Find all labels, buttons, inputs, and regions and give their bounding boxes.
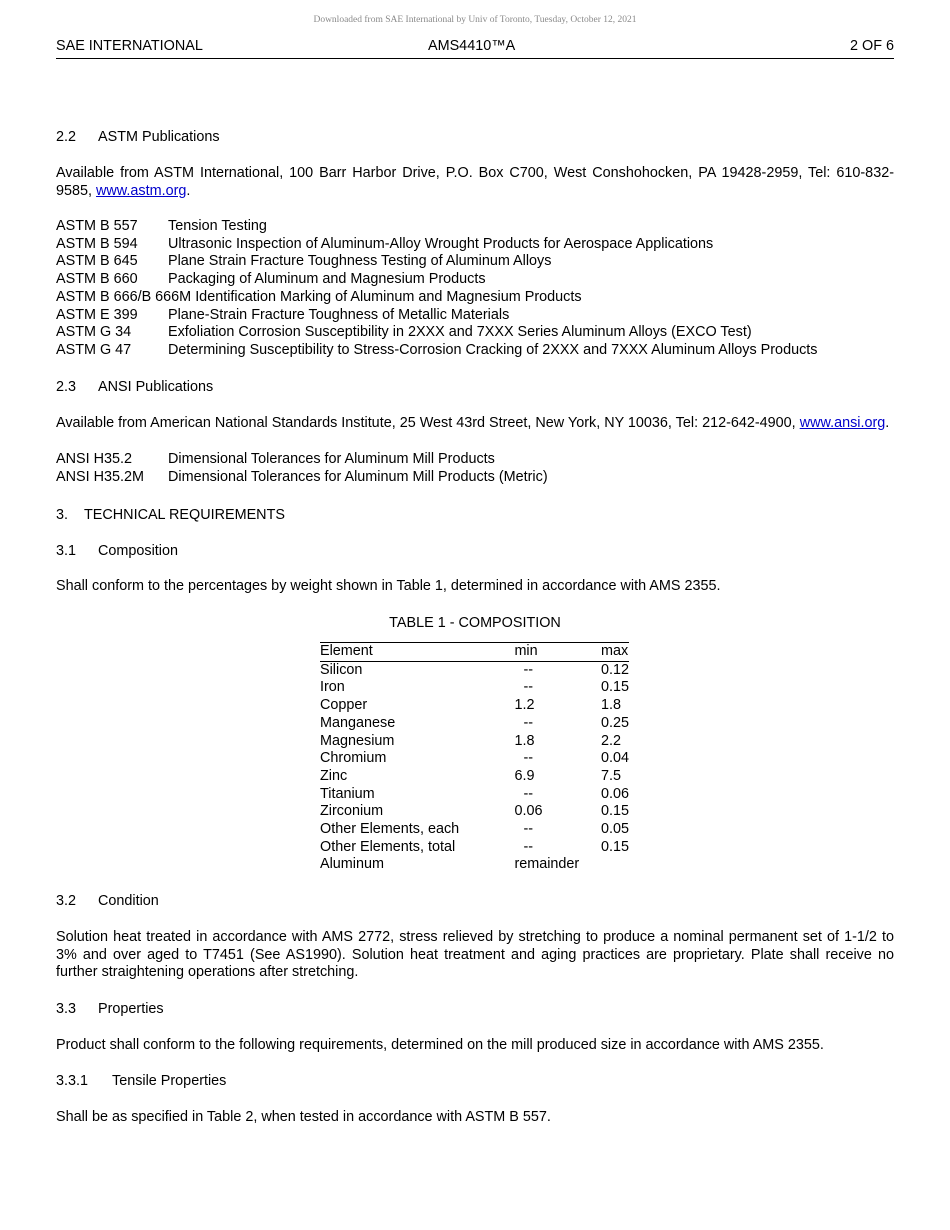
section-heading-3-3 (56, 1000, 894, 1018)
max-cell: 0.15 (600, 803, 629, 820)
min-cell: -- (523, 750, 534, 767)
ansi-reference-list (56, 451, 894, 486)
reference-item (56, 469, 894, 487)
reference-title: Determining Susceptibility to Stress-Corrosion Cracking of 2XXX and 7XXX Aluminum Alloys Products (168, 341, 818, 358)
punctuation: . (186, 182, 191, 199)
section-number: 3.3.1 (56, 1073, 89, 1090)
element-cell: Zinc (320, 767, 348, 784)
reference-code: ASTM G 34 (56, 324, 132, 341)
reference-code: ASTM B 660 (56, 271, 138, 288)
reference-item (56, 218, 894, 236)
tensile-properties-paragraph: Shall be as specified in Table 2, when tested in accordance with ASTM B 557. (56, 1109, 551, 1126)
reference-title: Dimensional Tolerances for Aluminum Mill Products (Metric) (168, 468, 548, 485)
reference-item (56, 451, 894, 469)
column-header-min: min (514, 643, 601, 662)
reference-code: ASTM B 666/B 666M (56, 288, 192, 305)
min-cell: -- (523, 821, 534, 838)
section-heading-2-2 (56, 128, 894, 146)
min-cell: 0.06 (514, 803, 543, 820)
astm-reference-list (56, 218, 894, 360)
reference-code: ANSI H35.2M (56, 468, 144, 485)
reference-code: ANSI H35.2 (56, 451, 132, 468)
download-watermark: Downloaded from SAE International by Univ of Toronto, Tuesday, October 12, 2021 (313, 15, 637, 25)
composition-paragraph: Shall conform to the percentages by weight shown in Table 1, determined in accordance with AMS 2355. (56, 577, 721, 594)
min-cell: remainder (514, 856, 580, 873)
min-cell: 6.9 (514, 767, 535, 784)
section-number: 3.1 (56, 542, 77, 559)
section-title: ASTM Publications (98, 129, 220, 145)
table-row (320, 803, 629, 821)
reference-title: Plane Strain Fracture Toughness Testing of Aluminum Alloys (168, 253, 552, 270)
section-title: Tensile Properties (112, 1073, 227, 1090)
section-number: 2.3 (56, 378, 77, 395)
table-row (320, 715, 629, 733)
reference-title: Packaging of Aluminum and Magnesium Products (168, 271, 486, 288)
max-cell: 0.15 (600, 679, 629, 696)
composition-table (320, 642, 629, 874)
reference-title: Dimensional Tolerances for Aluminum Mill Products (168, 451, 495, 468)
table-row (320, 750, 629, 768)
ansi-website-link[interactable]: www.ansi.org (799, 414, 886, 431)
max-cell: 0.04 (600, 750, 629, 767)
section-title: Composition (98, 542, 178, 559)
header-page-number: 2 OF 6 (850, 38, 894, 54)
column-header-max: max (601, 643, 629, 662)
header-organization: SAE INTERNATIONAL (56, 38, 203, 54)
punctuation: . (885, 414, 890, 431)
element-cell: Manganese (320, 714, 396, 731)
min-cell: 1.8 (514, 732, 535, 749)
element-cell: Silicon (320, 661, 363, 678)
section-number: 3.2 (56, 893, 77, 910)
table-1-title: TABLE 1 - COMPOSITION (389, 615, 561, 632)
table-row (320, 821, 629, 839)
availability-text: Available from American National Standards Institute, 25 West 43rd Street, New York, NY 10036, Tel: 212-642-4900, (56, 414, 800, 431)
reference-code: ASTM E 399 (56, 306, 138, 323)
reference-item (56, 253, 894, 271)
element-cell: Other Elements, total (320, 838, 456, 855)
element-cell: Copper (320, 697, 368, 714)
max-cell: 0.25 (600, 714, 629, 731)
reference-title: Ultrasonic Inspection of Aluminum-Alloy Wrought Products for Aerospace Applications (168, 235, 714, 252)
reference-item (56, 324, 894, 342)
element-cell: Chromium (320, 750, 387, 767)
reference-item (56, 307, 894, 325)
section-heading-3 (56, 506, 894, 524)
section-heading-3-3-1 (56, 1072, 894, 1090)
column-header-element: Element (320, 643, 514, 662)
header-document-number: AMS4410™A (428, 38, 516, 54)
min-cell: -- (523, 838, 534, 855)
reference-item (56, 342, 894, 360)
max-cell: 0.05 (600, 821, 629, 838)
section-heading-3-2 (56, 892, 894, 910)
reference-title: Tension Testing (168, 218, 267, 234)
table-row (320, 786, 629, 804)
section-number: 2.2 (56, 129, 77, 145)
section-title: TECHNICAL REQUIREMENTS (84, 506, 285, 523)
reference-title: Plane-Strain Fracture Toughness of Metallic Materials (168, 306, 510, 323)
table-row (320, 679, 629, 697)
min-cell: -- (523, 679, 534, 696)
astm-website-link[interactable]: www.astm.org (96, 182, 187, 199)
reference-code: ASTM G 47 (56, 341, 132, 358)
max-cell: 7.5 (600, 767, 621, 784)
section-number: 3.3 (56, 1000, 77, 1017)
table-row (320, 839, 629, 857)
availability-text: Available from ASTM International, 100 Barr Harbor Drive, P.O. Box C700, West Conshohocken, PA 19428-2959, Tel: 610-832-9585, (56, 165, 894, 199)
reference-code: ASTM B 557 (56, 218, 138, 234)
section-heading-2-3 (56, 378, 894, 396)
table-row (320, 856, 629, 874)
max-cell (601, 856, 629, 874)
min-cell: -- (523, 661, 534, 678)
table-row (320, 768, 629, 786)
min-cell: 1.2 (514, 697, 535, 714)
min-cell: -- (523, 714, 534, 731)
table-header-row (320, 643, 629, 662)
reference-code: ASTM B 645 (56, 253, 138, 270)
element-cell: Magnesium (320, 732, 395, 749)
element-cell: Iron (320, 679, 345, 696)
page-header (56, 38, 894, 59)
section-title: Properties (98, 1000, 164, 1017)
reference-item (56, 236, 894, 254)
max-cell: 0.06 (600, 785, 629, 802)
table-row (320, 697, 629, 715)
section-title: ANSI Publications (98, 378, 214, 395)
table-row (320, 733, 629, 751)
properties-paragraph: Product shall conform to the following requirements, determined on the mill produced size in accordance with AMS 2355. (56, 1036, 824, 1053)
max-cell: 2.2 (600, 732, 621, 749)
element-cell: Other Elements, each (320, 821, 460, 838)
section-title: Condition (98, 893, 159, 910)
reference-title: Exfoliation Corrosion Susceptibility in 2XXX and 7XXX Series Aluminum Alloys (EXCO Test) (168, 324, 752, 341)
element-cell: Aluminum (320, 856, 384, 873)
max-cell: 0.15 (600, 838, 629, 855)
min-cell: -- (523, 785, 534, 802)
max-cell: 0.12 (600, 661, 629, 678)
table-row (320, 661, 629, 679)
element-cell: Titanium (320, 785, 375, 802)
reference-item (56, 271, 894, 289)
section-number: 3. (56, 506, 69, 523)
reference-item (56, 289, 894, 307)
section-heading-3-1 (56, 542, 894, 560)
max-cell: 1.8 (600, 697, 621, 714)
astm-availability-paragraph (56, 165, 894, 200)
element-cell: Zirconium (320, 803, 384, 820)
document-body (56, 128, 894, 1127)
condition-paragraph: Solution heat treated in accordance with AMS 2772, stress relieved by stretching to produce a nominal permanent set of 1-1/2 to 3% and over aged to T7451 (See AS1990). Solution heat treatment and aging practices are proprietary. Plate shall receive no further straightening operations after stretching. (56, 929, 894, 981)
reference-title: Identification Marking of Aluminum and Magnesium Products (195, 288, 582, 305)
ansi-availability-paragraph (56, 415, 894, 433)
reference-code: ASTM B 594 (56, 235, 138, 252)
